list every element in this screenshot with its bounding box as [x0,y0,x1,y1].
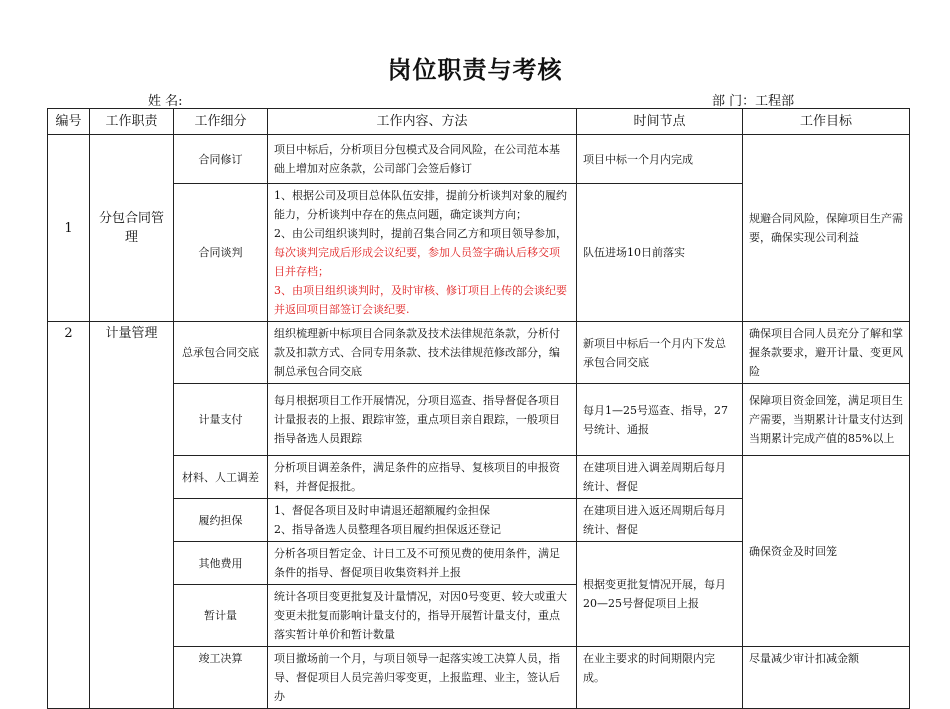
content-cell: 组织梳理新中标项目合同条款及技术法律规范条款，分析付款及扣款方式、合同专用条款、技术法律规范修改部分，编制总承包合同交底 [268,322,577,384]
name-field-label: 姓 名: [148,94,183,109]
content-line-highlight: 3、由项目组织谈判时，及时审核、修订项目上传的会谈纪要并返回项目部签订会谈纪要. [274,284,567,316]
header-goal: 工作目标 [743,109,910,135]
subdivision-cell: 其他费用 [174,542,268,585]
content-line-highlight: 每次谈判完成后形成会议纪要，参加人员签字确认后移交项目并存档； [274,246,560,278]
table-row [48,456,910,499]
subdivision-cell: 合同谈判 [174,184,268,322]
document-title: 岗位职责与考核 [387,55,563,84]
time-cell: 队伍进场10日前落实 [577,184,743,322]
content-line: 1、根据公司及项目总体队伍安排，提前分析谈判对象的履约能力，分析谈判中存在的焦点问题，确定谈判方向； [274,189,567,221]
goal-cell: 保障项目资金回笼，满足项目生产需要，当期累计计量支付达到当期累计完成产值的85%以上 [743,384,910,456]
table-row [48,647,910,709]
row-number: 2 [48,322,90,709]
time-cell: 在建项目进入返还周期后每月统计、督促 [577,499,743,542]
department-label: 部 门：工程部 [712,94,795,109]
content-line: 2、由公司组织谈判时，提前召集合同乙方和项目领导参加， [274,227,567,240]
time-cell: 在建项目进入调差周期后每月统计、督促 [577,456,743,499]
subdivision-cell: 总承包合同交底 [174,322,268,384]
content-line: 1、督促各项目及时申请退还超额履约金担保 [274,504,490,517]
subdivision-cell: 暂计量 [174,585,268,647]
header-content: 工作内容、方法 [268,109,577,135]
time-cell: 每月1—25号巡查、指导，27号统计、通报 [577,384,743,456]
duty-cell: 计量管理 [90,322,174,709]
goal-cell: 确保项目合同人员充分了解和掌握条款要求，避开计量、变更风险 [743,322,910,384]
goal-cell: 规避合同风险，保障项目生产需要，确保实现公司利益 [743,135,910,322]
row-number: 1 [48,135,90,322]
content-cell: 分析各项目暂定金、计日工及不可预见费的使用条件，满足条件的指导、督促项目收集资料并上报 [268,542,577,585]
content-cell [268,499,577,542]
duty-cell: 分包合同管理 [90,135,174,322]
header-time: 时间节点 [577,109,743,135]
content-cell: 项目中标后，分析项目分包模式及合同风险，在公司范本基础上增加对应条款，公司部门会签后修订 [268,135,577,184]
header-subdivision: 工作细分 [174,109,268,135]
subdivision-cell: 履约担保 [174,499,268,542]
time-cell: 在业主要求的时间期限内完成。 [577,647,743,709]
table-row [48,135,910,184]
subdivision-cell: 材料、人工调差 [174,456,268,499]
content-cell: 统计各项目变更批复及计量情况，对因0号变更、较大或重大变更未批复而影响计量支付的，指导开展暂计量支付，重点落实暂计单价和暂计数量 [268,585,577,647]
time-cell: 新项目中标后一个月内下发总承包合同交底 [577,322,743,384]
goal-cell: 尽量减少审计扣减金额 [743,647,910,709]
content-line: 2、指导备选人员整理各项目履约担保返还登记 [274,523,501,536]
responsibility-table [47,108,910,709]
subdivision-cell: 合同修订 [174,135,268,184]
time-cell: 项目中标一个月内完成 [577,135,743,184]
table-header-row [48,109,910,135]
header-duty: 工作职责 [90,109,174,135]
goal-cell: 确保资金及时回笼 [743,456,910,647]
subdivision-cell: 计量支付 [174,384,268,456]
content-cell: 分析项目调差条件，满足条件的应指导、复核项目的申报资料，并督促报批。 [268,456,577,499]
header-no: 编号 [48,109,90,135]
content-cell: 项目撤场前一个月，与项目领导一起落实竣工决算人员，指导、督促项目人员完善归零变更，上报监理、业主，签认后办 [268,647,577,709]
content-cell [268,184,577,322]
table-row [48,322,910,384]
table-row [48,384,910,456]
content-cell: 每月根据项目工作开展情况，分项目巡查、指导督促各项目计量报表的上报、跟踪审签，重点项目亲自跟踪，一般项目指导备选人员跟踪 [268,384,577,456]
time-cell: 根据变更批复情况开展，每月20—25号督促项目上报 [577,542,743,647]
subdivision-cell: 竣工决算 [174,647,268,709]
